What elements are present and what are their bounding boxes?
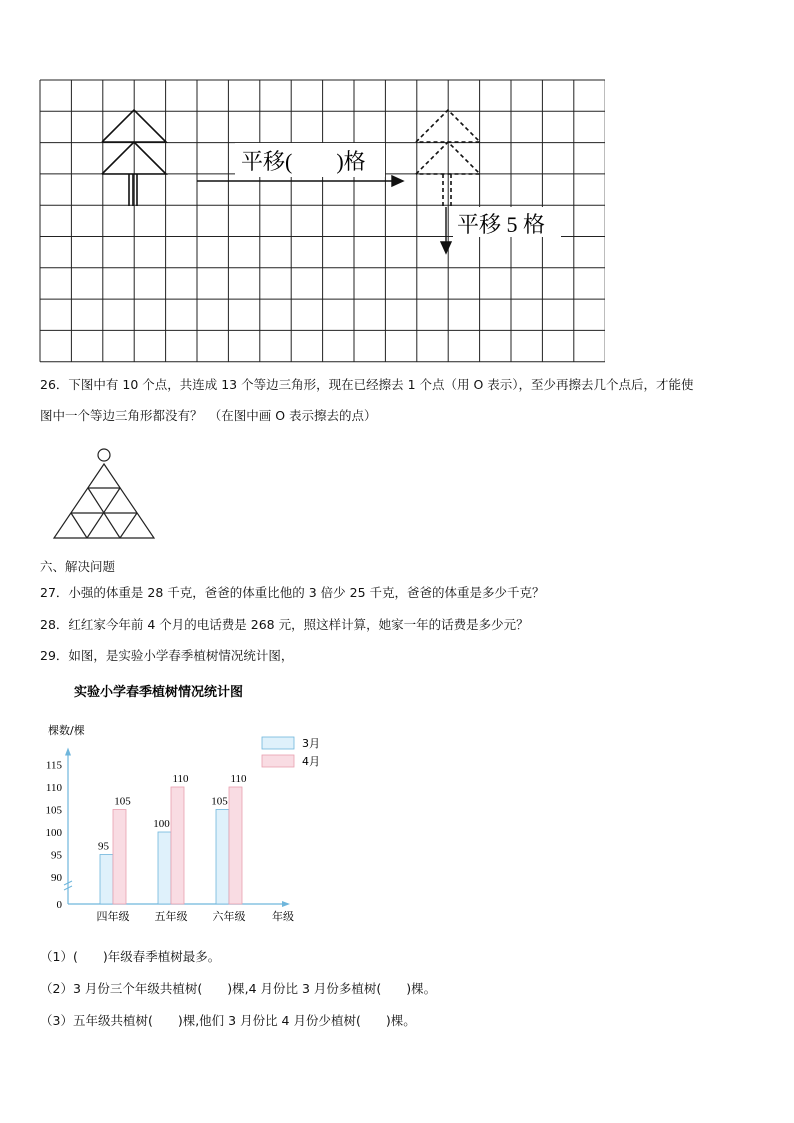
y-tick-label: 100 [45,827,62,839]
legend-swatch-march [262,737,294,749]
triangle-dots-figure [48,443,160,541]
chart-title: 实验小学春季植树情况统计图 [74,685,244,700]
y-tick-label: 90 [51,872,62,884]
category-label: 六年级 [212,910,246,923]
q29: 29．如图，是实验小学春季植树情况统计图， [40,648,294,663]
bar-value-label: 95 [98,840,109,853]
bar-value-label: 100 [153,818,170,830]
legend-swatch-april [262,755,294,767]
legend-label-april: 4月 [302,755,320,768]
y-tick-label: 115 [45,759,62,772]
bar [216,810,229,905]
translate-left-label: 平移( )格 [241,149,366,174]
bars [98,773,247,904]
erased-point-circle [98,449,110,461]
bar [229,787,242,904]
x-axis-arrow [282,901,290,907]
category-label: 四年级 [96,910,130,923]
q29-sub2: （2）3 月份三个年级共植树( )棵,4 月份比 3 月份多植树( )棵。 [40,981,437,996]
down-arrow [441,207,451,253]
y-tick-label: 110 [45,782,62,794]
y-tick-label: 105 [45,804,62,817]
y-tick-labels [46,760,63,912]
x-axis-label: 年级 [272,910,294,923]
bar [113,810,126,905]
bar-value-label: 105 [114,795,131,808]
q29-sub3: （3）五年级共植树( )棵,他们 3 月份比 4 月份少植树( )棵。 [40,1013,416,1028]
y-tick-label: 0 [56,899,62,911]
category-labels [97,909,246,923]
q26-line1: 26．下图中有 10 个点，共连成 13 个等边三角形，现在已经擦去 1 个点（用 O 表示），至少再擦去几个点后，才能使 [40,377,694,392]
y-axis-label: 棵数/棵 [48,724,85,737]
bar [100,855,113,905]
legend-label-march: 3月 [302,737,320,750]
translate-down-label: 平移 5 格 [457,212,546,237]
y-axis-arrow [65,748,71,756]
q28: 28．红红家今年前 4 个月的电话费是 268 元，照这样计算，她家一年的话费是多少元？ [40,617,529,632]
y-tick-label: 95 [51,849,62,862]
q26-line2: 图中一个等边三角形都没有？ （在图中画 O 表示擦去的点） [40,408,377,423]
q27: 27．小强的体重是 28 千克，爸爸的体重比他的 3 倍少 25 千克，爸爸的体重是多少千克？ [40,585,545,600]
bar-value-label: 105 [211,795,228,808]
tree-planting-bar-chart [30,680,330,930]
q29-sub1: （1）( )年级春季植树最多。 [40,949,221,964]
category-label: 五年级 [154,910,188,923]
legend [262,737,320,768]
translation-grid-figure [39,79,605,363]
bar [171,787,184,904]
section-title: 六、解决问题 [40,559,116,574]
bar [158,832,171,904]
bar-value-label: 110 [230,773,247,785]
bar-value-label: 110 [172,773,189,785]
